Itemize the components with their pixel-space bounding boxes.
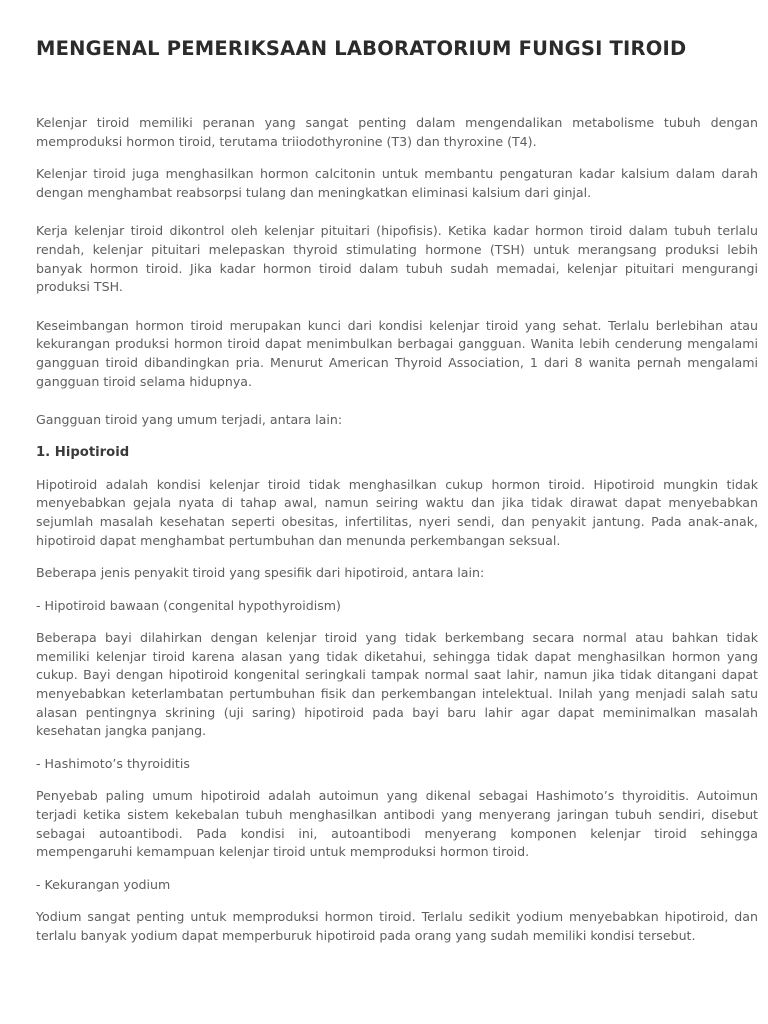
article-body (36, 114, 758, 946)
subheading-hashimoto: - Hashimoto’s thyroiditis (36, 755, 190, 771)
paragraph-balance: Keseimbangan hormon tiroid merupakan kunci dari kondisi kelenjar tiroid yang sehat. Terlalu berlebihan atau kekurangan produksi hormon tiroid dapat menimbulkan berbagai gangguan. Wanita lebih cenderung mengalami gangguan tiroid dibandingkan pria. Menurut American Thyroid Association, 1 dari 8 wanita pernah mengalami gangguan tiroid selama hidupnya. (36, 317, 758, 389)
paragraph-hipotiroid: Hipotiroid adalah kondisi kelenjar tiroid tidak menghasilkan cukup hormon tiroid. Hipotiroid mungkin tidak menyebabkan gejala nyata di tahap awal, namun seiring waktu dan jika tidak dirawat dapat menyebabkan sejumlah masalah kesehatan seperti obesitas, infertilitas, nyeri sendi, dan penyakit jantung. Pada anak-anak, hipotiroid dapat menghambat pertumbuhan dan menunda perkembangan seksual. (36, 476, 758, 548)
paragraph-congenital: Beberapa bayi dilahirkan dengan kelenjar tiroid yang tidak berkembang secara normal atau bahkan tidak memiliki kelenjar tiroid karena alasan yang tidak diketahui, sehingga tidak dapat menghasilkan hormon yang cukup. Bayi dengan hipotiroid kongenital seringkali tampak normal saat lahir, namun jika tidak ditangani dapat menyebabkan keterlambatan pertumbuhan fisik dan perkembangan intelektual. Inilah yang menjadi salah satu alasan pentingnya skrining (uji saring) hipotiroid pada bayi baru lahir agar dapat meminimalkan masalah kesehatan jangka panjang. (36, 630, 758, 739)
paragraph-types-intro: Beberapa jenis penyakit tiroid yang spesifik dari hipotiroid, antara lain: (36, 565, 485, 581)
document-page (36, 36, 758, 946)
paragraph-hashimoto: Penyebab paling umum hipotiroid adalah autoimun yang dikenal sebagai Hashimoto’s thyroiditis. Autoimun terjadi ketika sistem kekebalan tubuh menghasilkan antibodi yang menyerang jaringan tubuh sendiri, disebut sebagai autoantibodi. Pada kondisi ini, autoantibodi menyerang komponen kelenjar tiroid sehingga mempengaruhi kemampuan kelenjar tiroid untuk memproduksi hormon tiroid. (36, 788, 758, 860)
subheading-iodine: - Kekurangan yodium (36, 876, 171, 892)
paragraph-calcitonin: Kelenjar tiroid juga menghasilkan hormon calcitonin untuk membantu pengaturan kadar kalsium dalam darah dengan menghambat reabsorpsi tulang dan meningkatkan eliminasi kalsium dari ginjal. (36, 166, 758, 200)
paragraph-iodine: Yodium sangat penting untuk memproduksi hormon tiroid. Terlalu sedikit yodium menyebabkan hipotiroid, dan terlalu banyak yodium dapat memperburuk hipotiroid pada orang yang sudah memiliki kondisi tersebut. (36, 909, 758, 943)
paragraph-intro: Kelenjar tiroid memiliki peranan yang sangat penting dalam mengendalikan metabolisme tubuh dengan memproduksi hormon tiroid, terutama triiodothyronine (T3) dan thyroxine (T4). (36, 115, 758, 149)
paragraph-pituitary: Kerja kelenjar tiroid dikontrol oleh kelenjar pituitari (hipofisis). Ketika kadar hormon tiroid dalam tubuh terlalu rendah, kelenjar pituitari melepaskan thyroid stimulating hormone (TSH) untuk merangsang produksi lebih banyak hormon tiroid. Jika kadar hormon tiroid dalam tubuh sudah memadai, kelenjar pituitari mengurangi produksi TSH. (36, 223, 758, 295)
page-title: MENGENAL PEMERIKSAAN LABORATORIUM FUNGSI TIROID (36, 37, 687, 60)
paragraph-disorders-intro: Gangguan tiroid yang umum terjadi, antara lain: (36, 412, 343, 428)
subheading-congenital: - Hipotiroid bawaan (congenital hypothyroidism) (36, 597, 341, 613)
section-heading-hipotiroid: 1. Hipotiroid (36, 444, 130, 460)
